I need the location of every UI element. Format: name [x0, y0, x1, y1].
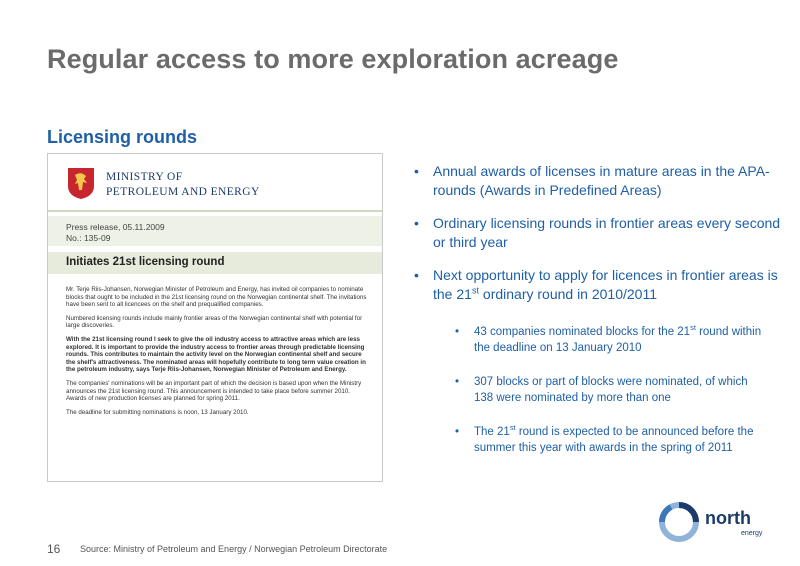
press-release-header [48, 154, 382, 208]
press-release-image [47, 153, 383, 482]
bullet-list [414, 162, 784, 474]
press-release-quote: With the 21st licensing round I seek to give the oil industry access to attractive areas which are less explored. It is important to provide the industry access to frontier areas through predictable licensing rounds. This contributes to maintain the activity level on the Norwegian continental shelf and secure the shelf's attractiveness. The nominated areas will hopefully contribute to long term value creation in the petroleum industry, says Terje Riis-Johansen, Norwegian Minister of Petroleum and Energy. [66, 335, 366, 374]
logo-subtext: energy [741, 530, 763, 537]
coat-of-arms-icon [66, 166, 96, 200]
press-release-paragraph: Numbered licensing rounds include mainly frontier areas of the Norwegian continental shelf with potential for large discoveries. [66, 314, 363, 330]
bullet-item: • Next opportunity to apply for licences in frontier areas is the 21st ordinary round in 2010/2011 [414, 266, 784, 304]
ministry-name: MINISTRY OF PETROLEUM AND ENERGY [106, 171, 260, 198]
press-release-paragraph: The deadline for submitting nominations is noon, 13 January 2010. [66, 408, 249, 416]
slide-subtitle: Licensing rounds [47, 127, 198, 147]
press-release-paragraph: The companies' nominations will be an important part of which the decision is based upon when the Ministry announces the 21st licensing round. This announcement is intended to take place before summer 2010. Awards of new production licenses are planned for spring 2011. [66, 379, 362, 403]
sub-bullet-item: • The 21st round is expected to be announced before the summer this year with awards in the spring of 2011 [455, 424, 765, 456]
press-release-body [66, 286, 368, 422]
sub-bullet-item: • 43 companies nominated blocks for the 21st round within the deadline on 13 January 2010 [455, 324, 765, 356]
press-release-paragraph: Mr. Terje Riis-Johansen, Norwegian Minister of Petroleum and Energy, has invited oil companies to nominate blocks that ought to be included in the 21st licensing round on the Norwegian continental shelf. The invitations have been sent to all licencees on the shelf and prequalified companies. [66, 286, 367, 309]
north-energy-logo [659, 502, 779, 542]
bullet-item: • Ordinary licensing rounds in frontier areas every second or third year [414, 214, 784, 252]
logo-wordmark: north [705, 508, 751, 528]
press-release-divider [48, 210, 382, 212]
slide-title: Regular access to more exploration acreage [47, 44, 619, 74]
bullet-item: • Annual awards of licenses in mature areas in the APA-rounds (Awards in Predefined Areas) [414, 162, 784, 200]
press-release-meta: Press release, 05.11.2009 No.: 135-09 [48, 216, 382, 246]
press-release-headline: Initiates 21st licensing round [48, 252, 382, 274]
page-number: 16 [47, 542, 61, 556]
logo-ring-icon [659, 502, 699, 542]
source-note: Source: Ministry of Petroleum and Energy / Norwegian Petroleum Directorate [80, 544, 388, 554]
sub-bullet-item: • 307 blocks or part of blocks were nominated, of which 138 were nominated by more than one [455, 374, 765, 406]
